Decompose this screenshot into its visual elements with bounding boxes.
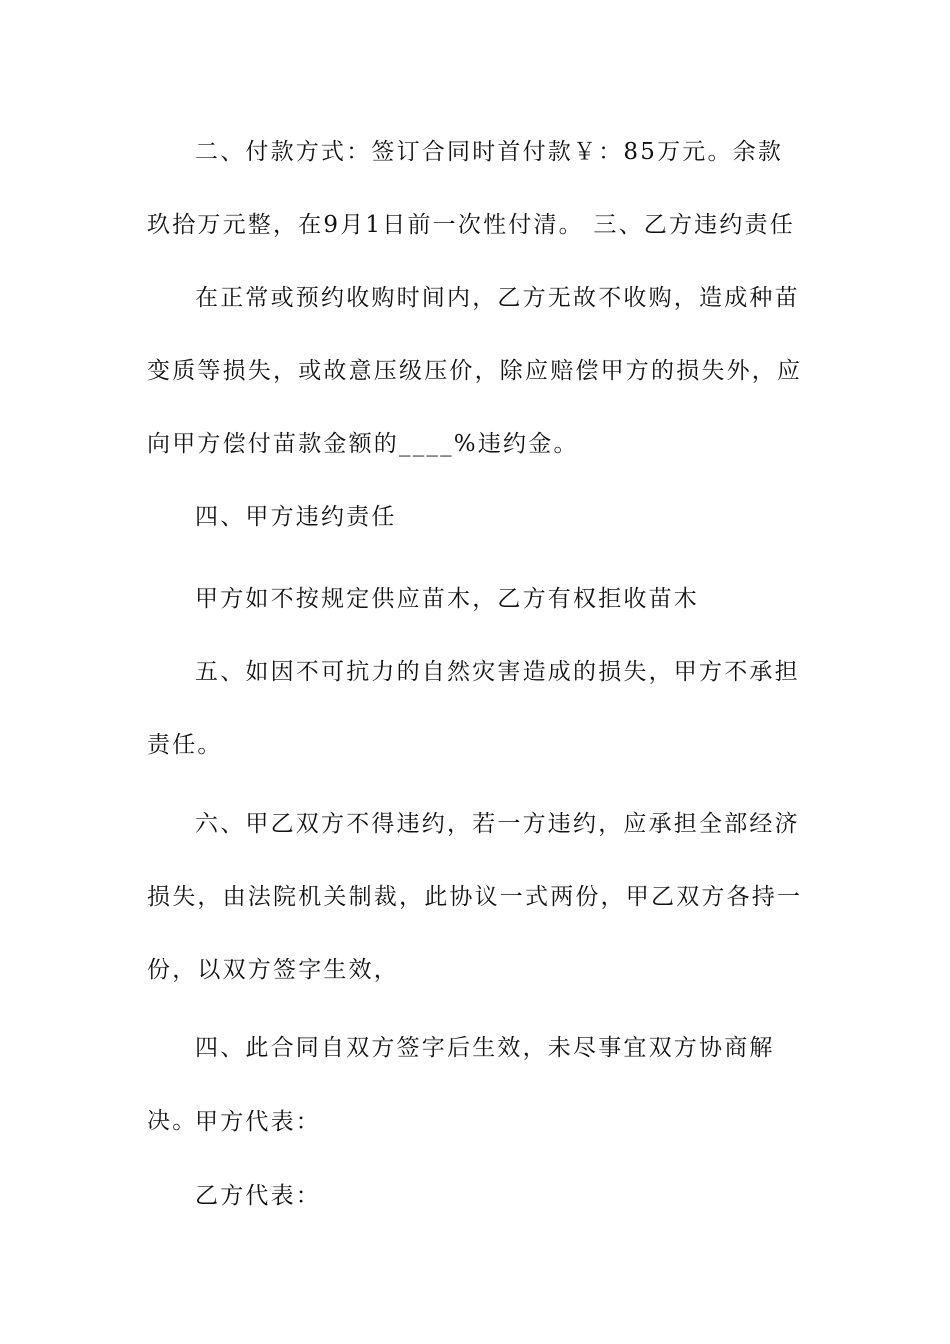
paragraph-party-b-breach: 在正常或预约收购时间内，乙方无故不收购，造成种苗变质等损失，或故意压级压价，除应赔偿甲方的损失外，应向甲方偿付苗款金额的____%违约金。 [147,285,803,457]
paragraph-effective: 四、此合同自双方签字后生效，未尽事宜双方协商解决。 [147,1035,775,1134]
paragraph-no-breach: 六、甲乙双方不得违约，若一方违约，应承担全部经济损失，由法院机关制裁，此协议一式两份，甲乙双方各持一份，以双方签字生效， [147,811,803,983]
paragraph-force-majeure: 五、如因不可抗力的自然灾害造成的损失，甲方不承担责任。 [147,659,800,758]
heading-party-a-breach: 四、甲方违约责任 [195,504,397,530]
paragraph-payment-method: 二、付款方式：签订合同时首付款￥：85万元。余款玖拾万元整，在9月1日前一次性付清。 三、乙方违约责任 [147,139,795,238]
party-a-representative: 甲方代表： [195,1109,321,1135]
party-b-representative: 乙方代表： [195,1183,321,1209]
paragraph-party-a-supply: 甲方如不按规定供应苗木，乙方有权拒收苗木 [195,586,699,612]
